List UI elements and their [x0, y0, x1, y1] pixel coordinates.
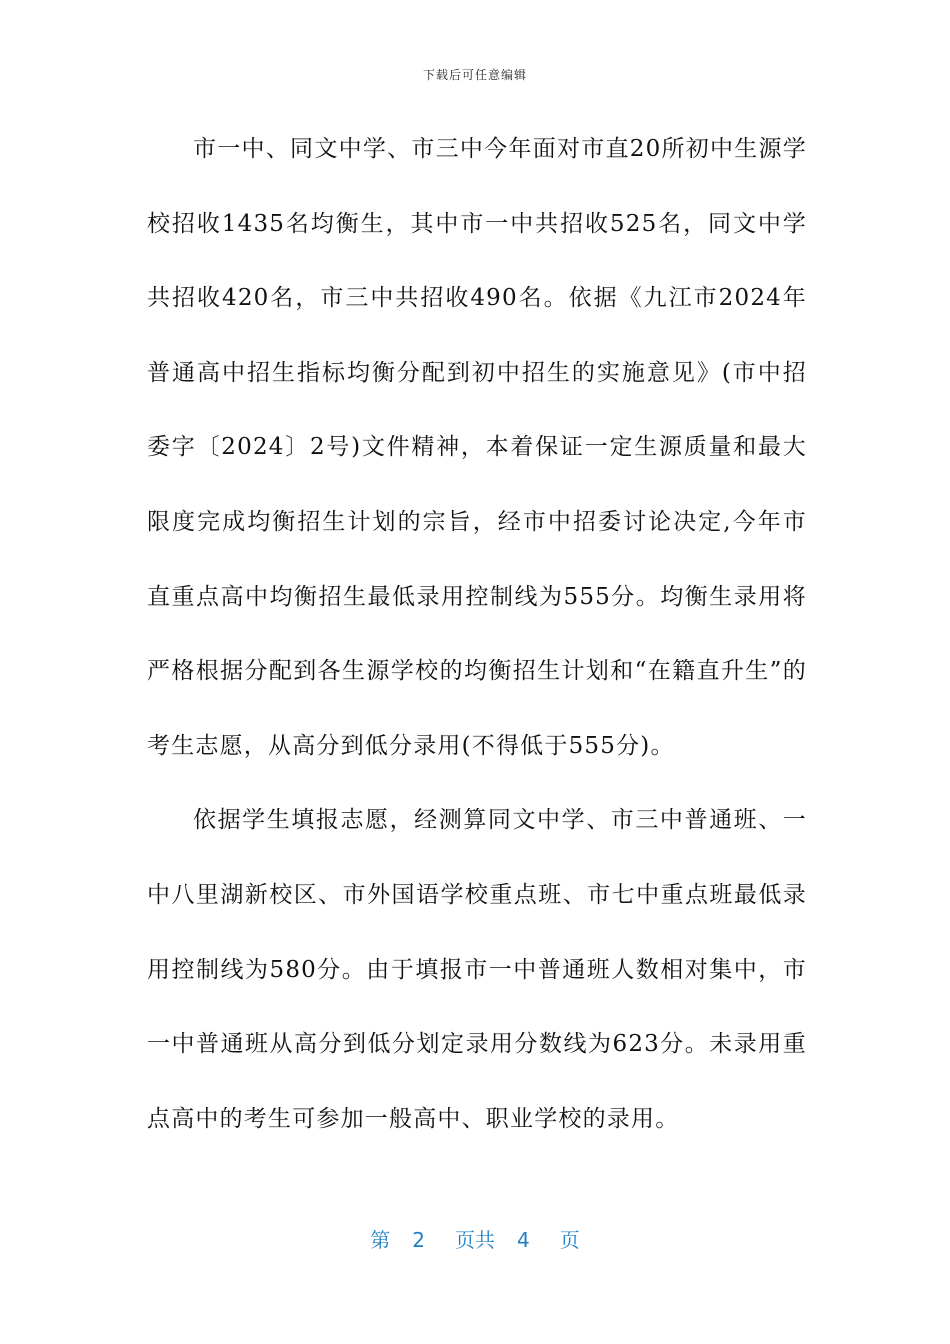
current-page-number: 2: [412, 1228, 425, 1252]
paragraph-1: 市一中、同文中学、市三中今年面对市直20所初中生源学校招收1435名均衡生，其中市一中共招收525名，同文中学共招收420名，市三中共招收490名。依据《九江市2024年普通高中招生指标均衡分配到初中招生的实施意见》(市中招委字〔2024〕2号)文件精神，本着保证一定生源质量和最大限度完成均衡招生计划的宗旨，经市中招委讨论决定,今年市直重点高中均衡招生最低录用控制线为555分。均衡生录用将严格根据分配到各生源学校的均衡招生计划和“在籍直升生”的考生志愿，从高分到低分录用(不得低于555分)。: [147, 136, 807, 759]
page-mid: 页共: [455, 1228, 495, 1252]
document-body: [147, 112, 807, 1156]
header-note: 下载后可任意编辑: [422, 68, 527, 82]
page-suffix: 页: [559, 1228, 580, 1252]
paragraph-2: 依据学生填报志愿，经测算同文中学、市三中普通班、一中八里湖新校区、市外国语学校重点班、市七中重点班最低录用控制线为580分。由于填报市一中普通班人数相对集中，市一中普通班从高分到低分划定录用分数线为623分。未录用重点高中的考生可参加一般高中、职业学校的录用。: [147, 807, 807, 1132]
page-prefix: 第: [370, 1228, 391, 1252]
page-footer: [0, 1224, 950, 1253]
total-pages-number: 4: [517, 1228, 530, 1252]
